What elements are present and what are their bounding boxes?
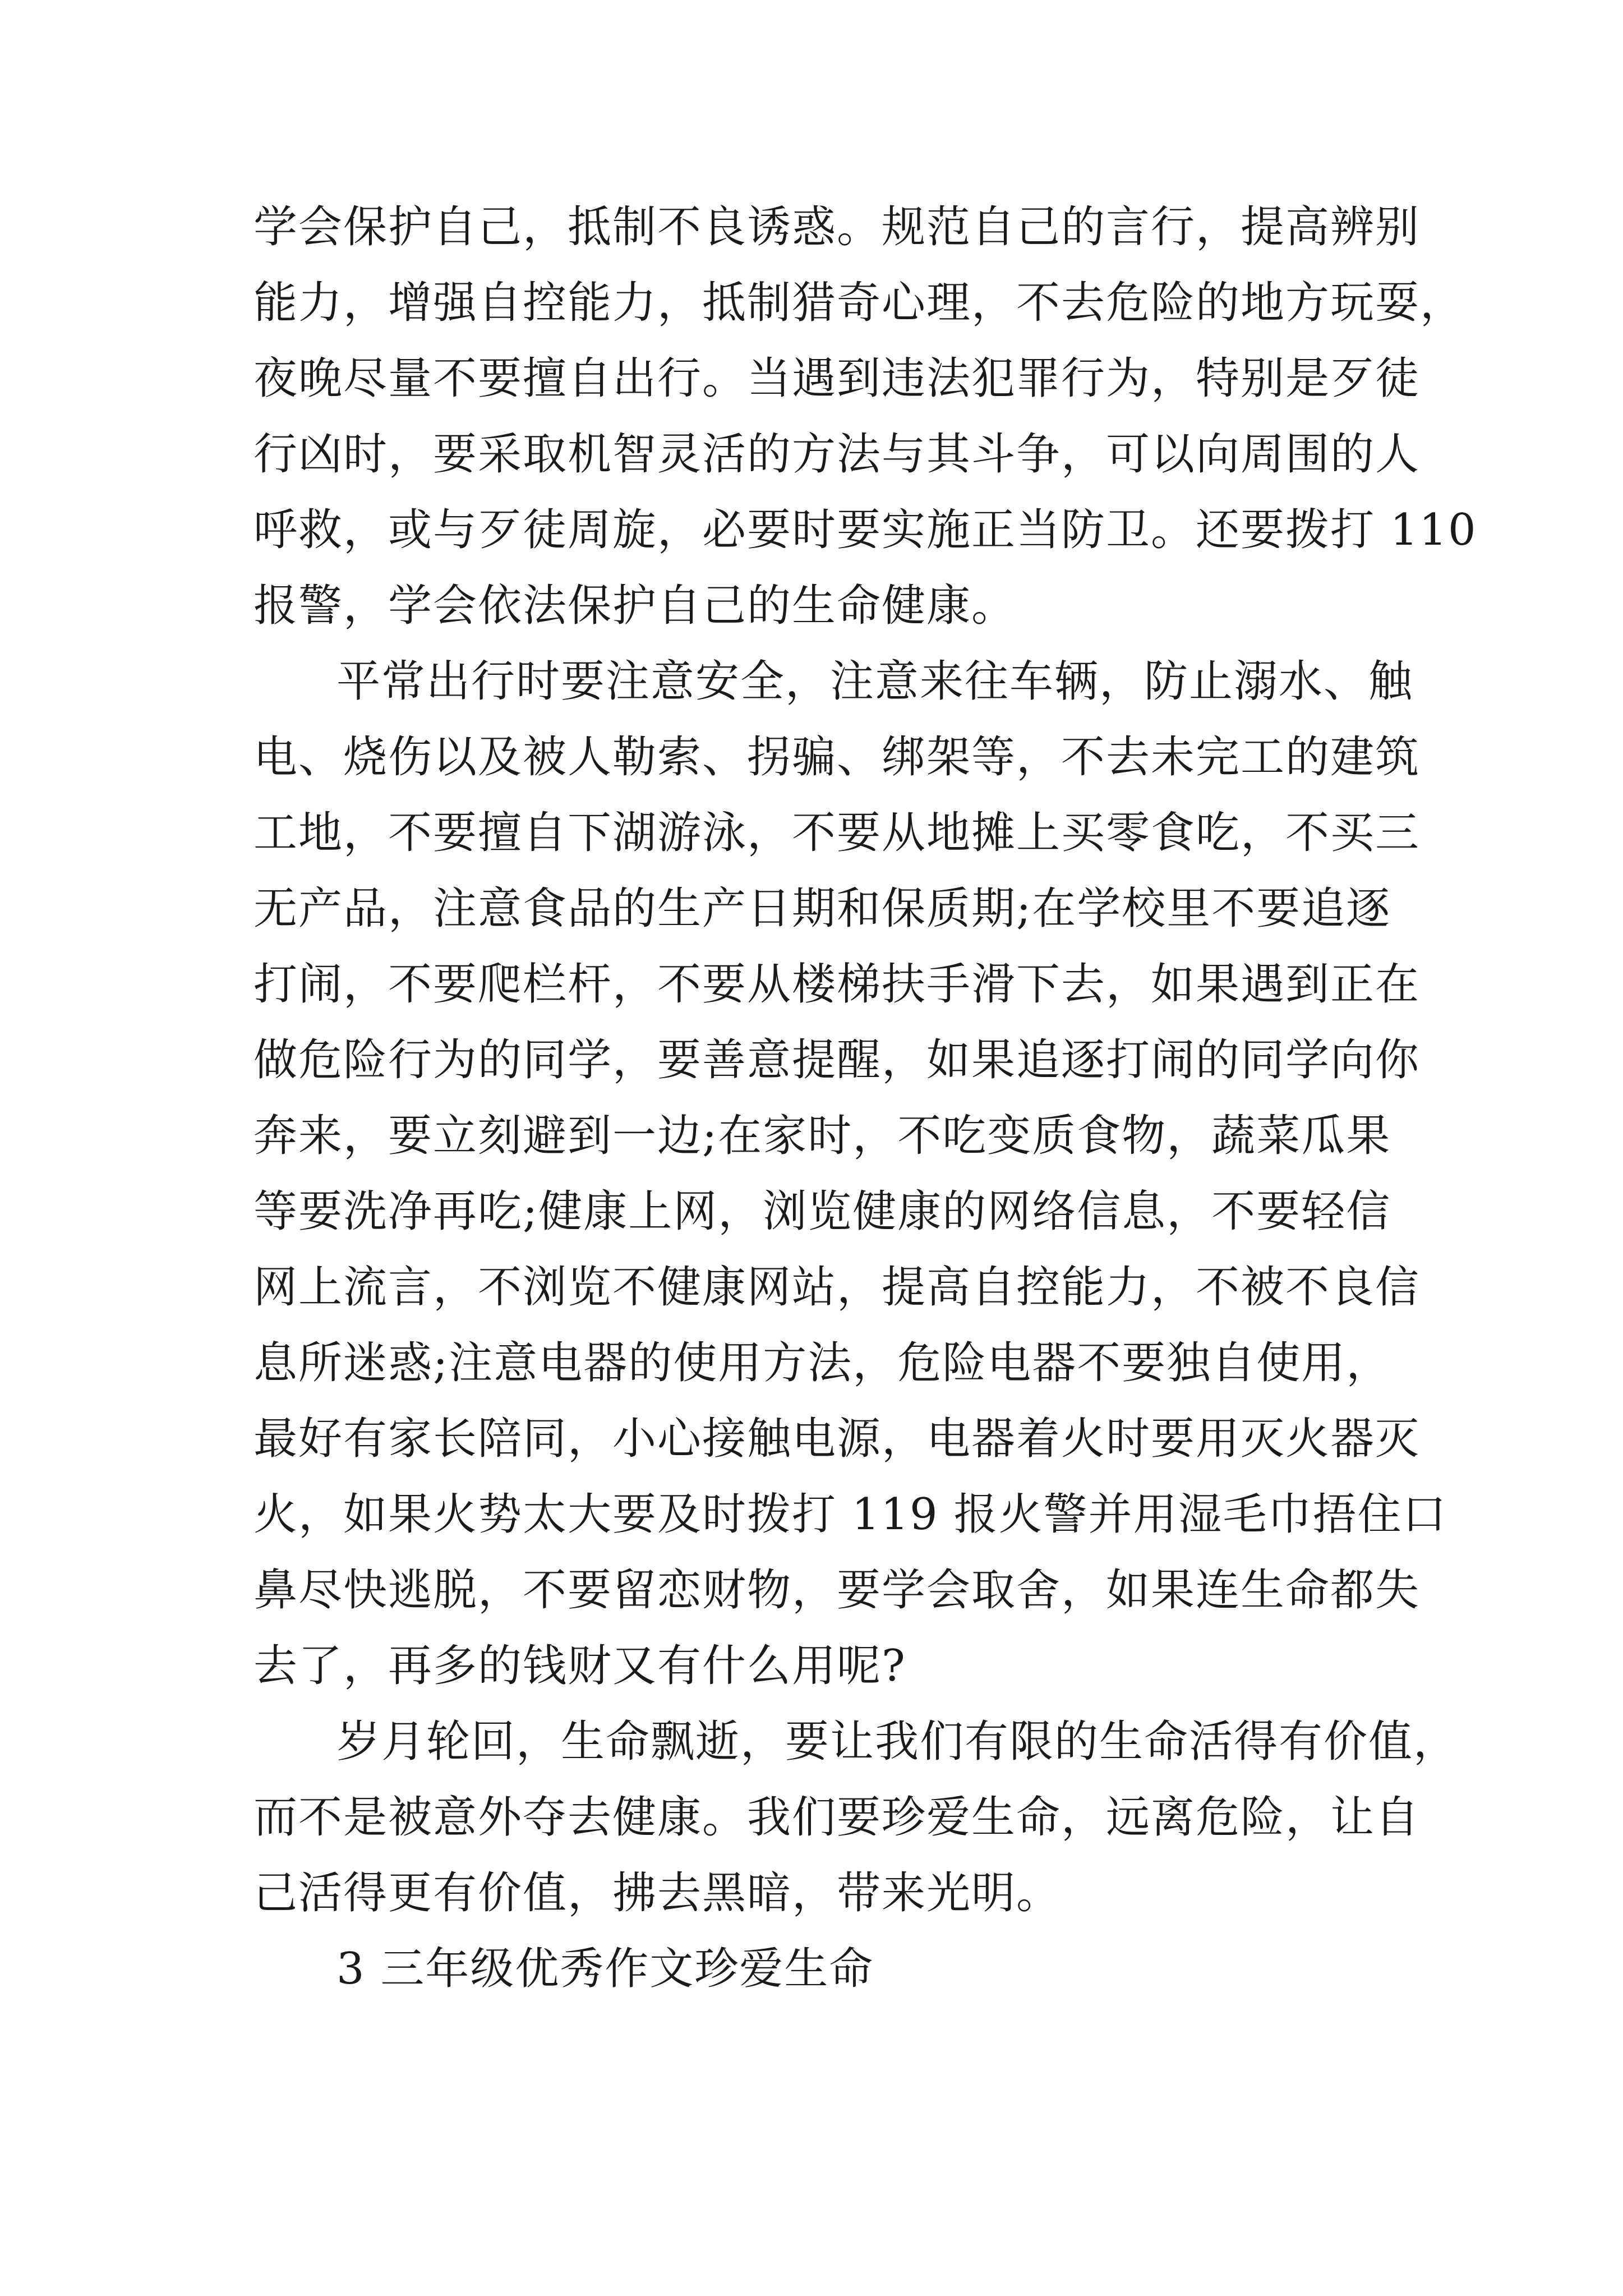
- paragraph-2-line-11: 最好有家长陪同，小心接触电源，电器着火时要用灭火器灭: [253, 1414, 1421, 1464]
- paragraph-2-line-3: 工地，不要擅自下湖游泳，不要从地摊上买零食吃，不买三: [253, 808, 1421, 858]
- paragraph-1-line-6: 报警，学会依法保护自己的生命健康。: [253, 581, 1017, 631]
- paragraph-2-line-6: 做危险行为的同学，要善意提醒，如果追逐打闹的同学向你: [253, 1035, 1421, 1085]
- paragraph-1-line-2: 能力，增强自控能力，抵制猎奇心理，不去危险的地方玩耍，: [253, 278, 1465, 328]
- paragraph-3-line-3: 己活得更有价值，拂去黑暗，带来光明。: [253, 1868, 1062, 1918]
- paragraph-3-line-1: 岁月轮回，生命飘逝，要让我们有限的生命活得有价值，: [336, 1717, 1459, 1767]
- paragraph-2-line-9: 网上流言，不浏览不健康网站，提高自控能力，不被不良信: [253, 1262, 1421, 1313]
- paragraph-2-line-14: 去了，再多的钱财又有什么用呢?: [253, 1641, 906, 1691]
- paragraph-2-line-8: 等要洗净再吃;健康上网，浏览健康的网络信息，不要轻信: [253, 1186, 1391, 1237]
- paragraph-2-line-12: 火，如果火势太大要及时拨打 119 报火警并用湿毛巾捂住口: [253, 1489, 1447, 1540]
- paragraph-1-line-4: 行凶时，要采取机智灵活的方法与其斗争，可以向周围的人: [253, 429, 1421, 480]
- paragraph-1-line-5: 呼救，或与歹徒周旋，必要时要实施正当防卫。还要拨打 110: [253, 505, 1477, 555]
- paragraph-3-line-2: 而不是被意外夺去健康。我们要珍爱生命，远离危险，让自: [253, 1792, 1421, 1843]
- paragraph-2-line-7: 奔来，要立刻避到一边;在家时，不吃变质食物，蔬菜瓜果: [253, 1111, 1391, 1161]
- paragraph-1-line-3: 夜晚尽量不要擅自出行。当遇到违法犯罪行为，特别是歹徒: [253, 353, 1421, 404]
- paragraph-2-line-10: 息所迷惑;注意电器的使用方法，危险电器不要独自使用，: [253, 1338, 1391, 1388]
- section-heading: 3 三年级优秀作文珍爱生命: [336, 1944, 874, 1994]
- paragraph-2-line-2: 电、烧伤以及被人勒索、拐骗、绑架等，不去未完工的建筑: [253, 732, 1421, 783]
- paragraph-2-line-4: 无产品，注意食品的生产日期和保质期;在学校里不要追逐: [253, 884, 1391, 934]
- paragraph-2-line-5: 打闹，不要爬栏杆，不要从楼梯扶手滑下去，如果遇到正在: [253, 959, 1421, 1010]
- paragraph-2-line-13: 鼻尽快逃脱，不要留恋财物，要学会取舍，如果连生命都失: [253, 1565, 1421, 1616]
- paragraph-2-line-1: 平常出行时要注意安全，注意来往车辆，防止溺水、触: [336, 656, 1414, 707]
- paragraph-1-line-1: 学会保护自己，抵制不良诱惑。规范自己的言行，提高辨别: [253, 202, 1421, 252]
